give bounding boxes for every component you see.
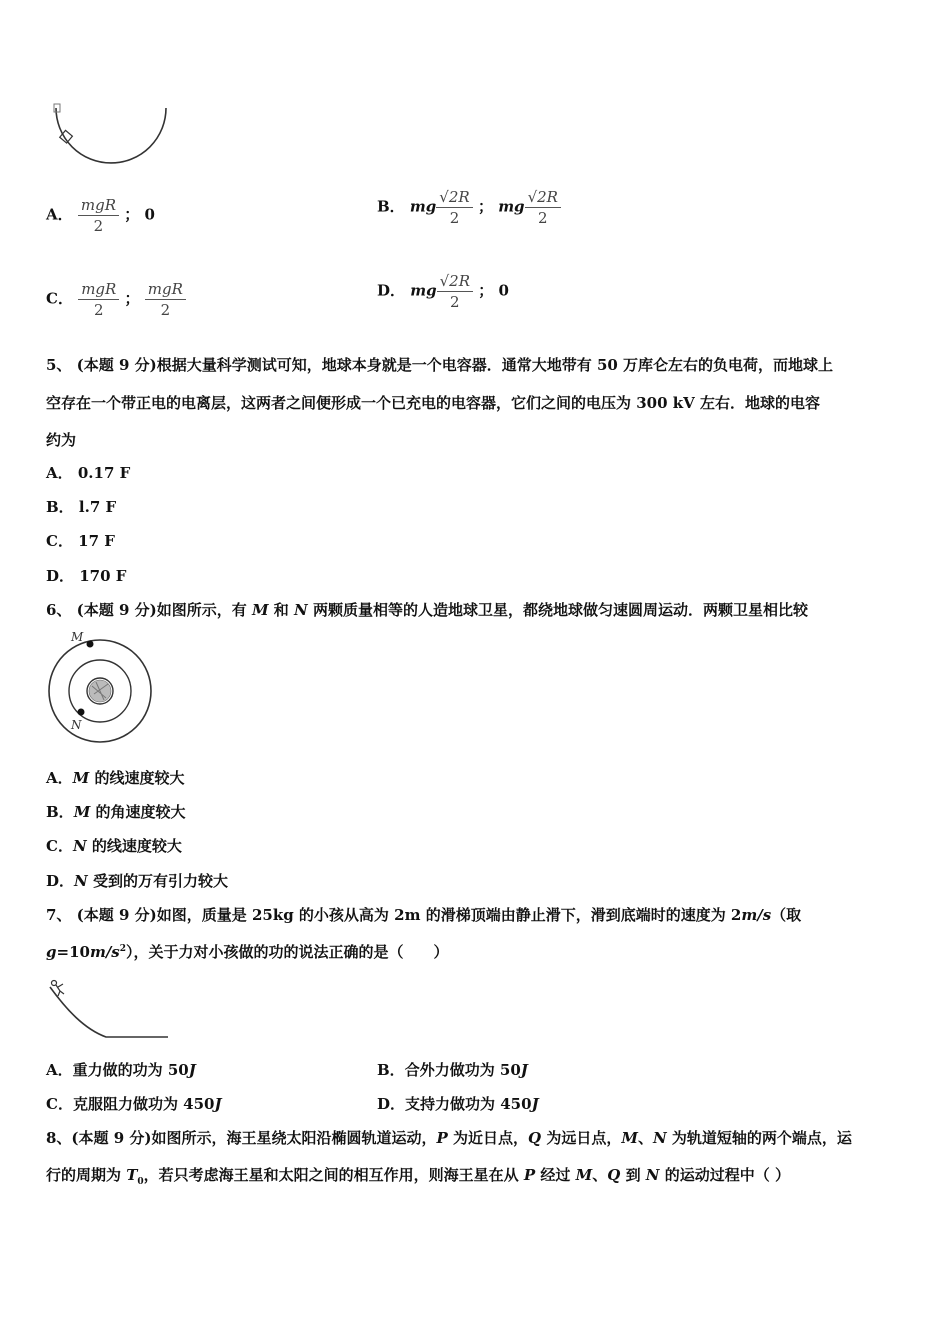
q5-option-b: B． l.7 F xyxy=(46,498,117,516)
satellite-n-label: N xyxy=(71,718,82,732)
q6-stem: 6、 (本题 9 分)如图所示，有 M 和 N 两颗质量相等的人造地球卫星，都绕地球做匀速圆周运动．两颗卫星相比较 xyxy=(46,601,808,619)
satellite-m-label: M xyxy=(71,630,84,644)
q4-option-a: A． $\frac{\text{mgR}}{2}$ ； 0 xyxy=(46,196,155,235)
slide-figure xyxy=(44,975,174,1045)
q5-stem-line1: 5、 (本题 9 分)根据大量科学测试可知，地球本身就是一个电容器．通常大地带有 50 万库仑左右的负电荷，而地球上 xyxy=(46,356,834,374)
q8-stem-line1: 8、(本题 9 分)如图所示，海王星绕太阳沿椭圆轨道运动，P 为近日点，Q 为远日点，M、N 为轨道短轴的两个端点，运 xyxy=(46,1129,852,1147)
q6-option-a: A．M 的线速度较大 xyxy=(46,769,185,787)
q7-option-a: A．重力做的功为 50J xyxy=(46,1061,196,1079)
q7-stem-line1: 7、 (本题 9 分)如图，质量是 25kg 的小孩从高为 2m 的滑梯顶端由静止滑下，滑到底端时的速度为 2m/s（取 xyxy=(46,906,802,924)
q5-option-d: D． 170 F xyxy=(46,567,127,585)
q6-option-b: B．M 的角速度较大 xyxy=(46,803,186,821)
q7-option-b: B．合外力做功为 50J xyxy=(377,1061,528,1079)
q7-option-d: D．支持力做功为 450J xyxy=(377,1095,539,1113)
q5-stem-line3: 约为 xyxy=(46,431,77,449)
q5-option-a: A． 0.17 F xyxy=(46,464,131,482)
q6-option-d: D．N 受到的万有引力较大 xyxy=(46,872,228,890)
q5-stem-line2: 空存在一个带正电的电离层，这两者之间便形成一个已充电的电容器，它们之间的电压为 300 kV 左右．地球的电容 xyxy=(46,394,821,412)
q4-option-b: B． mg $\frac{√2R}{2}$ ； mg $\frac{√2R}{2}$ xyxy=(377,188,561,227)
q6-option-c: C．N 的线速度较大 xyxy=(46,837,182,855)
q7-stem-line2: $g=10m/s^2$），关于力对小孩做的功的说法正确的是（ ） xyxy=(46,943,449,961)
satellite-orbits-figure xyxy=(44,628,159,746)
semicircle-track-figure xyxy=(48,100,173,168)
q7-option-c: C．克服阻力做功为 450J xyxy=(46,1095,222,1113)
q5-option-c: C． 17 F xyxy=(46,532,115,550)
q4-a-fraction: $\frac{\text{mgR}}{2}$ xyxy=(78,196,119,235)
q4-option-d: D． mg $\frac{√2R}{2}$ ； 0 xyxy=(377,272,509,311)
q4-option-c: C． $\frac{\text{mgR}}{2}$ ； $\frac{\text{mgR}}{2}$ xyxy=(46,280,186,319)
q8-stem-line2: 行的周期为 $T_0$，若只考虑海王星和太阳之间的相互作用，则海王星在从 P 经过 M、Q 到 N 的运动过程中（ ） xyxy=(46,1166,790,1187)
